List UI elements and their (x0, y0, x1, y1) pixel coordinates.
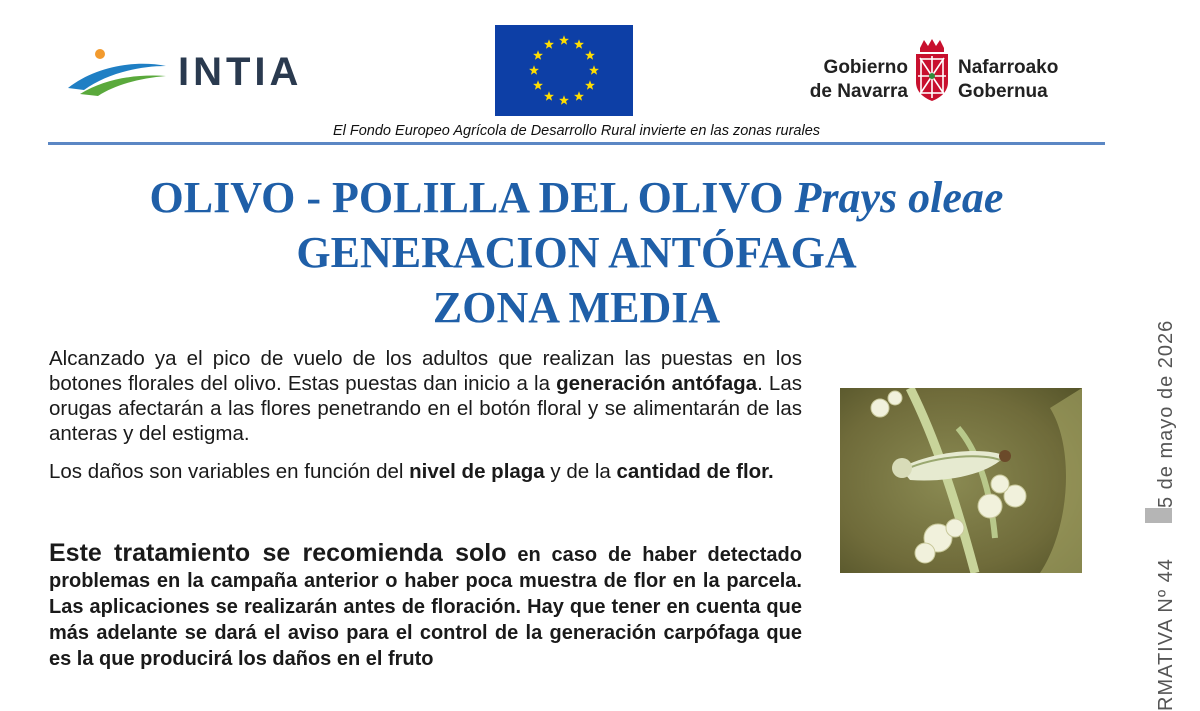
title-line-3: ZONA MEDIA (432, 283, 721, 332)
p2-text-a: Los daños son variables en función del (49, 460, 410, 483)
eu-flag-icon (495, 25, 633, 116)
document-title (48, 170, 1105, 335)
p1-text-a: Alcanzado ya el pico de vuelo de los adultos que realizan las puestas en los botones florales del olivo. Estas puestas dan inicio a la (49, 347, 802, 395)
feader-caption: El Fondo Europeo Agrícola de Desarrollo Rural invierte en las zonas rurales (332, 123, 821, 139)
body-text (49, 346, 802, 497)
title-species-name: Prays oleae (794, 173, 1004, 222)
p2-text-c: . (768, 460, 774, 483)
olive-moth-larva-photo (840, 388, 1082, 573)
title-pest-name: OLIVO - POLILLA DEL OLIVO (149, 173, 795, 222)
header-divider (48, 142, 1105, 145)
navarra-es-line2: de Navarra (809, 81, 908, 102)
title-line-1 (48, 170, 1105, 225)
navarra-eu-line1: Nafarroako (958, 57, 1059, 78)
recommendation-text: en caso de haber detectado problemas en la campaña anterior o haber poca muestra de flor en la parcela. Las aplicaciones se realizarán antes de floración. Hay que tener en cuenta que más adelante se dará el aviso para el control de la generación carpófaga que es la que producirá los daños en el fruto (49, 544, 802, 670)
intia-swoosh-icon (66, 44, 171, 100)
side-series (1152, 540, 1182, 711)
navarra-es-line1: Gobierno (823, 57, 908, 78)
p2-emphasis-2: cantidad de flor (616, 460, 769, 483)
navarra-crest-icon (912, 38, 952, 102)
paragraph-1 (49, 346, 802, 446)
gobierno-navarra-logo (798, 38, 1078, 108)
navarra-eu-line2: Gobernua (958, 81, 1048, 102)
navarra-name-es (798, 56, 908, 104)
p1-text-b: . Las orugas afectarán a las flores penetrando en el botón floral y se alimentarán de las anteras y del estigma. (49, 372, 802, 445)
paragraph-2 (49, 459, 802, 484)
p1-emphasis: generación antófaga (556, 372, 758, 395)
side-divider (1145, 508, 1172, 523)
navarra-name-eu (958, 56, 1058, 104)
date-text: 5 de mayo de 2026 (1155, 319, 1177, 508)
intia-wordmark: INTIA (178, 50, 303, 94)
p2-emphasis-1: nivel de plaga (409, 460, 545, 483)
p2-text-b: y de la (544, 460, 617, 483)
intia-logo (66, 44, 356, 100)
recommendation-lead: Este tratamiento se recomienda solo (49, 539, 507, 567)
title-line-2: GENERACION ANTÓFAGA (296, 228, 857, 277)
side-date (1152, 318, 1182, 508)
recommendation-paragraph (49, 540, 802, 672)
series-text: RMATIVA Nº 44 (1155, 558, 1177, 711)
